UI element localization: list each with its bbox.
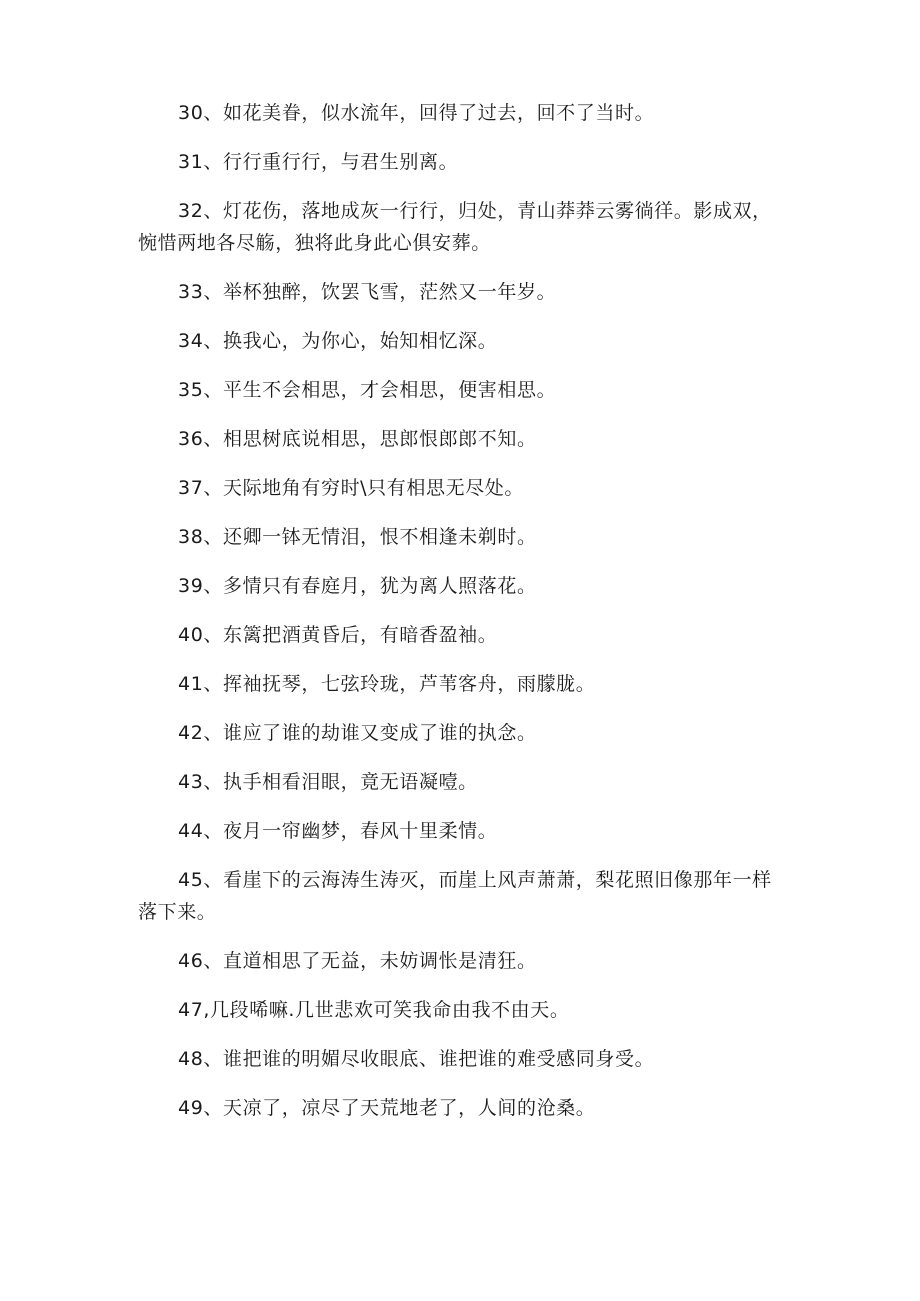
paragraph: 40、东篱把酒黄昏后，有暗香盈袖。 bbox=[178, 624, 498, 646]
paragraph: 41、挥袖抚琴，七弦玲珑，芦苇客舟，雨朦胧。 bbox=[178, 673, 596, 695]
paragraph: 38、还卿一钵无情泪，恨不相逢未剃时。 bbox=[178, 526, 537, 548]
paragraph: 36、相思树底说相思，思郎恨郎郎不知。 bbox=[178, 428, 537, 450]
paragraph: 37、天际地角有穷时\只有相思无尽处。 bbox=[178, 477, 524, 499]
paragraph: 32、灯花伤，落地成灰一行行，归处，青山莽莽云雾徜徉。影成双，惋惜两地各尽觞，独将此身此心俱安葬。 bbox=[138, 200, 772, 254]
paragraph: 42、谁应了谁的劫谁又变成了谁的执念。 bbox=[178, 722, 537, 744]
paragraph: 34、换我心，为你心，始知相忆深。 bbox=[178, 330, 498, 352]
paragraph: 48、谁把谁的明媚尽收眼底、谁把谁的难受感同身受。 bbox=[178, 1048, 655, 1070]
paragraph: 39、多情只有春庭月，犹为离人照落花。 bbox=[178, 575, 537, 597]
paragraph: 33、举杯独醉，饮罢飞雪，茫然又一年岁。 bbox=[178, 281, 557, 303]
paragraph: 30、如花美眷，似水流年，回得了过去，回不了当时。 bbox=[178, 102, 655, 124]
paragraph: 35、平生不会相思，才会相思，便害相思。 bbox=[178, 379, 557, 401]
paragraph: 44、夜月一帘幽梦，春风十里柔情。 bbox=[178, 820, 498, 842]
paragraph: 43、执手相看泪眼，竟无语凝噎。 bbox=[178, 771, 478, 793]
document-body bbox=[138, 97, 788, 1141]
paragraph: 49、天凉了，凉尽了天荒地老了，人间的沧桑。 bbox=[178, 1097, 596, 1119]
paragraph: 46、直道相思了无益，未妨调怅是清狂。 bbox=[178, 950, 537, 972]
paragraph: 31、行行重行行，与君生别离。 bbox=[178, 151, 459, 173]
paragraph: 45、看崖下的云海涛生涛灭，而崖上风声萧萧，梨花照旧像那年一样落下来。 bbox=[138, 869, 772, 923]
paragraph: 47,几段唏嘛.几世悲欢可笑我命由我不由天。 bbox=[178, 999, 570, 1021]
